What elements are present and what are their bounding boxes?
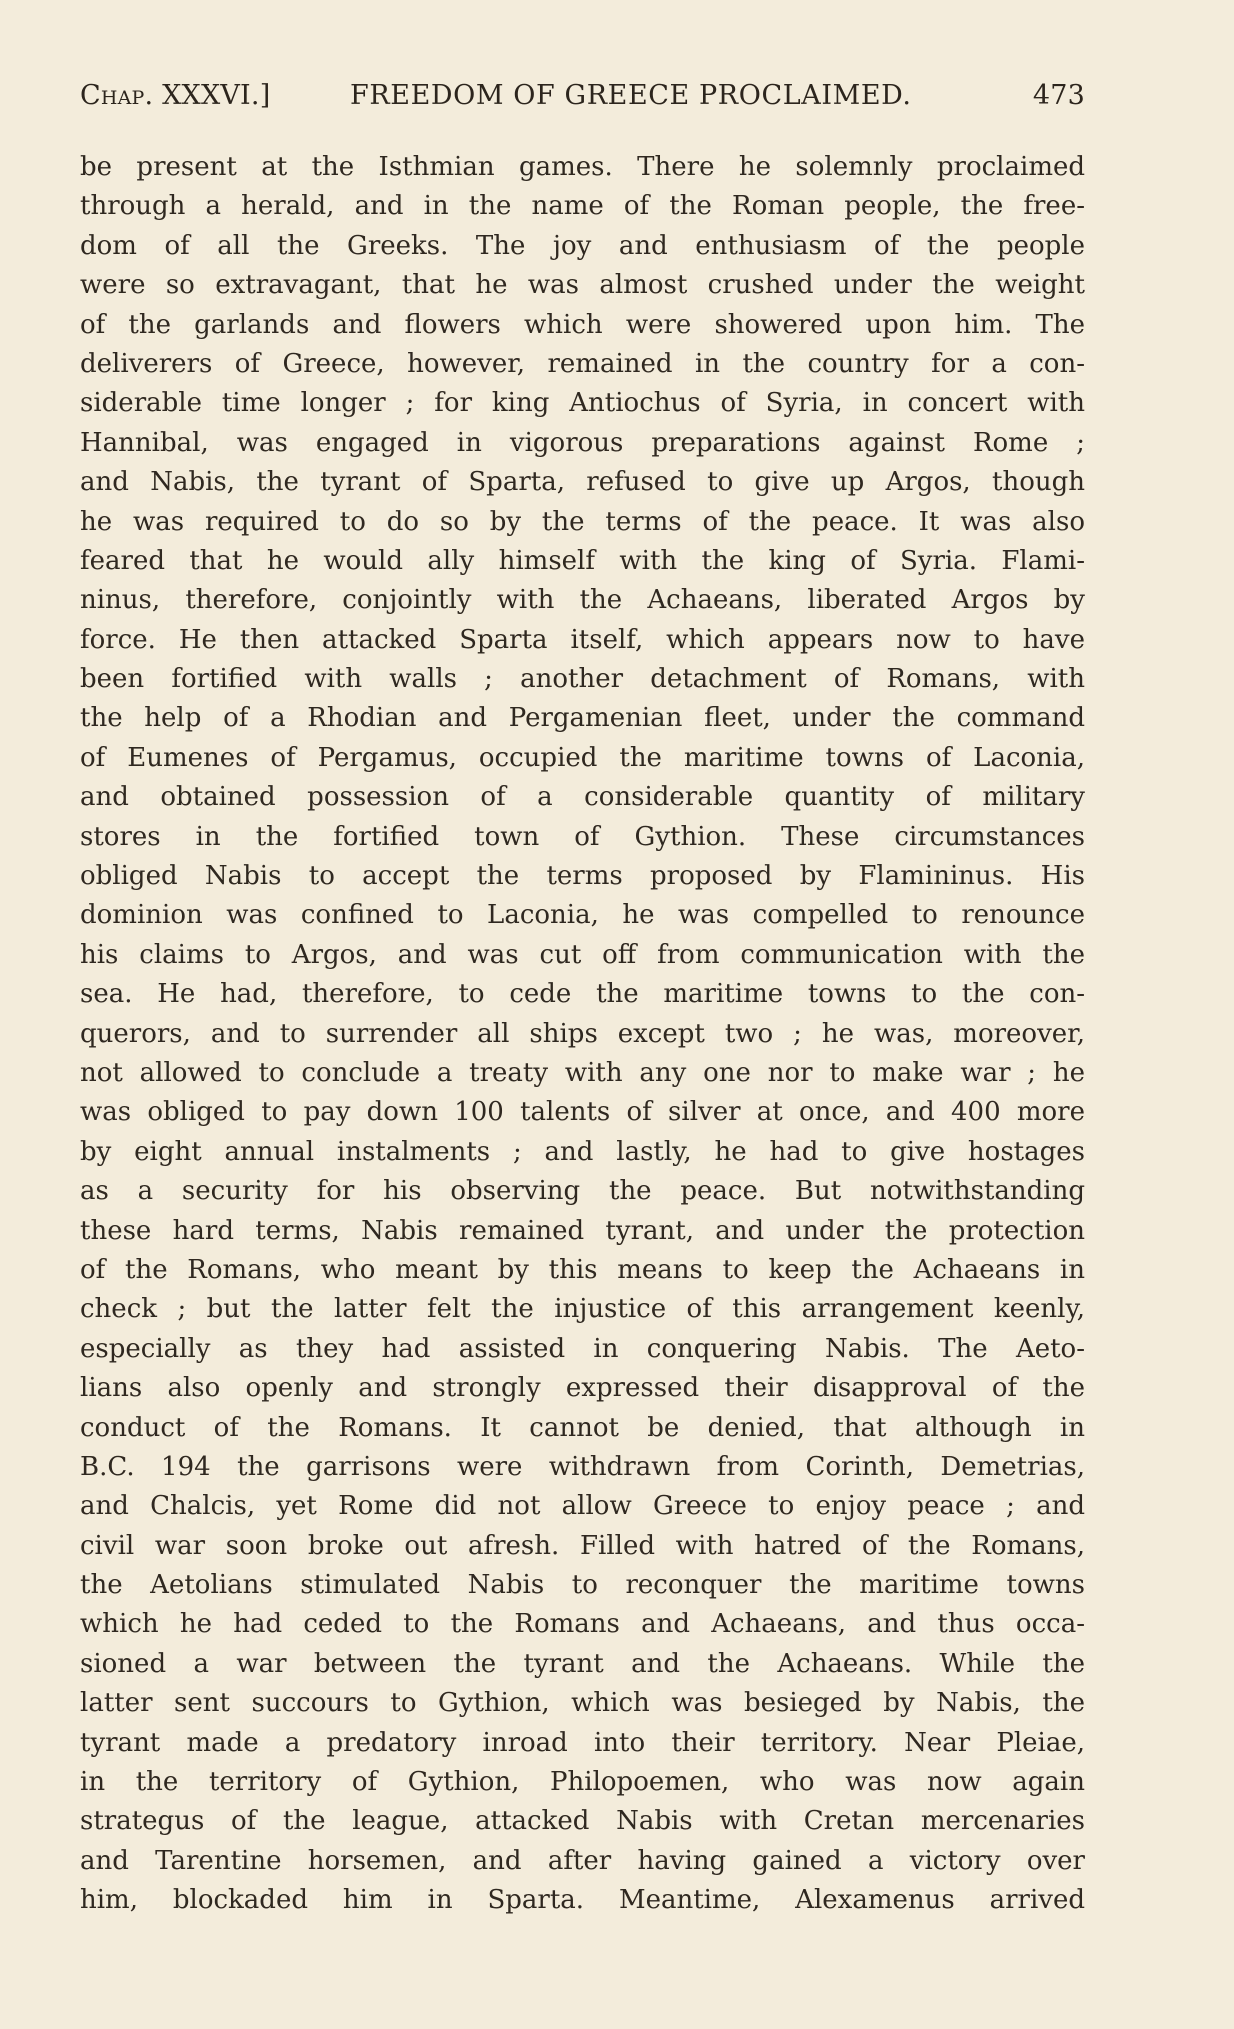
text-line: of the Romans, who meant by this means to keep the Achaeans in bbox=[80, 1254, 1085, 1285]
text-line: by eight annual instalments ; and lastly, he had to give hostages bbox=[80, 1136, 1085, 1167]
text-line: as a security for his observing the peace. But notwithstanding bbox=[80, 1176, 1085, 1207]
text-line: and obtained possession of a considerable quantity of military bbox=[80, 782, 1085, 813]
text-line: dominion was confined to Laconia, he was compelled to renounce bbox=[80, 900, 1085, 931]
text-line: Hannibal, was engaged in vigorous preparations against Rome ; bbox=[80, 427, 1085, 458]
text-line: civil war soon broke out afresh. Filled with hatred of the Romans, bbox=[80, 1530, 1085, 1561]
text-line: strategus of the league, attacked Nabis with Cretan mercenaries bbox=[80, 1806, 1085, 1837]
text-line: deliverers of Greece, however, remained in the country for a con- bbox=[80, 348, 1085, 379]
text-line: were so extravagant, that he was almost crushed under the weight bbox=[80, 270, 1085, 301]
body-paragraph bbox=[80, 148, 1085, 1921]
chapter-label: Chap. XXXVI.] bbox=[80, 80, 271, 111]
text-line: ninus, therefore, conjointly with the Achaeans, liberated Argos by bbox=[80, 585, 1085, 616]
text-line: check ; but the latter felt the injustice of this arrangement keenly, bbox=[80, 1294, 1085, 1325]
text-line: which he had ceded to the Romans and Achaeans, and thus occa- bbox=[80, 1609, 1085, 1640]
text-line: lians also openly and strongly expressed their disapproval of the bbox=[80, 1373, 1085, 1404]
text-line: force. He then attacked Sparta itself, which appears now to have bbox=[80, 624, 1085, 655]
text-line: sea. He had, therefore, to cede the maritime towns to the con- bbox=[80, 979, 1085, 1010]
text-line: he was required to do so by the terms of the peace. It was also bbox=[80, 506, 1085, 537]
text-line: querors, and to surrender all ships except two ; he was, moreover, bbox=[80, 1018, 1085, 1049]
text-line: his claims to Argos, and was cut off from communication with the bbox=[80, 939, 1085, 970]
text-line: stores in the fortified town of Gythion. These circumstances bbox=[80, 821, 1085, 852]
running-title: FREEDOM OF GREECE PROCLAIMED. bbox=[350, 80, 912, 111]
text-line: the Aetolians stimulated Nabis to reconquer the maritime towns bbox=[80, 1570, 1085, 1601]
text-line: through a herald, and in the name of the Roman people, the free- bbox=[80, 191, 1085, 222]
text-line: feared that he would ally himself with the king of Syria. Flami- bbox=[80, 545, 1085, 576]
text-line: and Tarentine horsemen, and after having gained a victory over bbox=[80, 1845, 1085, 1876]
text-line: the help of a Rhodian and Pergamenian fleet, under the command bbox=[80, 703, 1085, 734]
text-line: not allowed to conclude a treaty with any one nor to make war ; he bbox=[80, 1057, 1085, 1088]
text-line: him, blockaded him in Sparta. Meantime, Alexamenus arrived bbox=[80, 1885, 1085, 1916]
text-line: obliged Nabis to accept the terms proposed by Flamininus. His bbox=[80, 861, 1085, 892]
text-line: conduct of the Romans. It cannot be denied, that although in bbox=[80, 1412, 1085, 1443]
text-line: be present at the Isthmian games. There he solemnly proclaimed bbox=[80, 152, 1085, 182]
text-line: dom of all the Greeks. The joy and enthusiasm of the people bbox=[80, 230, 1085, 261]
text-line: and Chalcis, yet Rome did not allow Greece to enjoy peace ; and bbox=[80, 1491, 1085, 1522]
text-line: especially as they had assisted in conquering Nabis. The Aeto- bbox=[80, 1333, 1085, 1364]
text-line: B.C. 194 the garrisons were withdrawn from Corinth, Demetrias, bbox=[80, 1451, 1085, 1482]
page-number: 473 bbox=[1032, 80, 1085, 111]
text-line: latter sent succours to Gythion, which was besieged by Nabis, the bbox=[80, 1688, 1085, 1719]
text-line: siderable time longer ; for king Antiochus of Syria, in concert with bbox=[80, 388, 1085, 419]
text-line: and Nabis, the tyrant of Sparta, refused to give up Argos, though bbox=[80, 467, 1085, 498]
text-line: in the territory of Gythion, Philopoemen, who was now again bbox=[80, 1767, 1085, 1798]
text-line: been fortified with walls ; another detachment of Romans, with bbox=[80, 664, 1085, 695]
text-line: tyrant made a predatory inroad into their territory. Near Pleiae, bbox=[80, 1727, 1085, 1758]
running-head bbox=[80, 80, 1085, 114]
text-line: sioned a war between the tyrant and the Achaeans. While the bbox=[80, 1648, 1085, 1679]
text-line: of Eumenes of Pergamus, occupied the maritime towns of Laconia, bbox=[80, 742, 1085, 773]
text-line: of the garlands and flowers which were showered upon him. The bbox=[80, 309, 1085, 340]
text-line: was obliged to pay down 100 talents of silver at once, and 400 more bbox=[80, 1097, 1085, 1128]
text-line: these hard terms, Nabis remained tyrant, and under the protection bbox=[80, 1215, 1085, 1246]
